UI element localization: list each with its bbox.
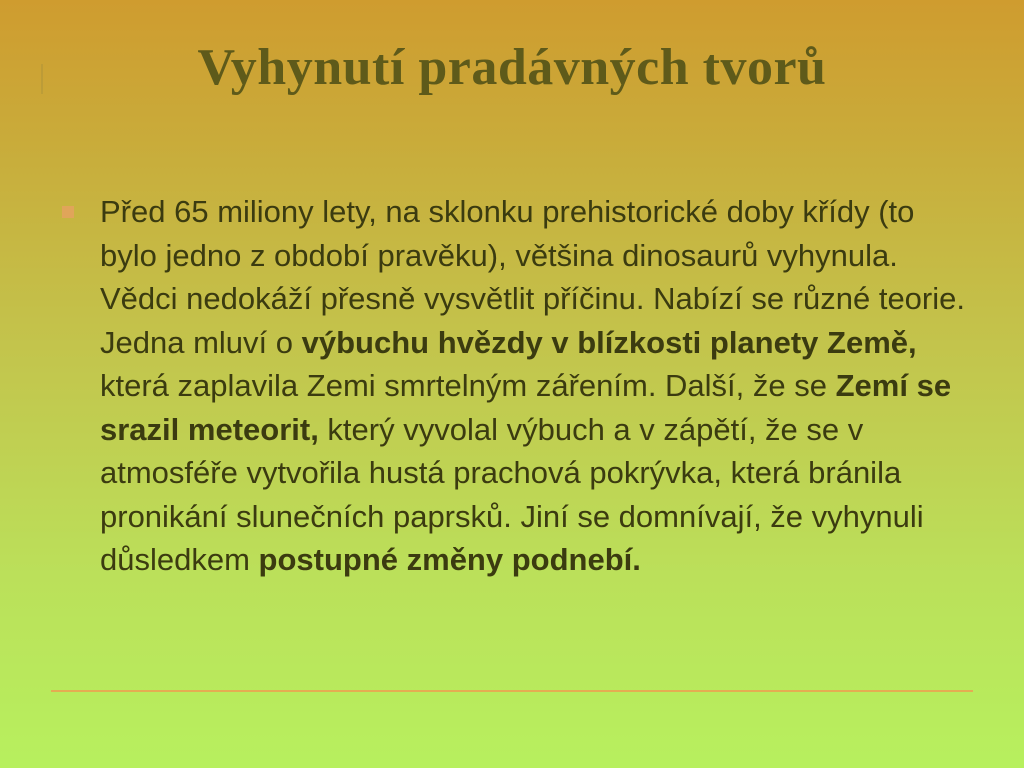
square-bullet-icon — [62, 206, 74, 218]
slide-title: Vyhynutí pradávných tvorů — [197, 39, 827, 96]
bullet-paragraph — [100, 190, 970, 582]
text-segment-2: která zaplavila Zemi smrtelným zářením. Další, že se — [100, 368, 836, 403]
text-segment-1: Před 65 miliony lety, na sklonku prehistorické doby křídy (to bylo jedno z období pravěku), většina dinosaurů vyhynula. Vědci nedokáží přesně vysvětlit příčinu. Nabízí se různé teorie. Jedna mluví o — [100, 194, 965, 360]
text-segment-3: který vyvolal výbuch a v zápětí, že se v atmosféře vytvořila hustá prachová pokrývka, která bránila pronikání slunečních paprsků. Jiní se domnívají, že vyhynuli důsledkem — [100, 411, 924, 577]
bold-phrase-star-explosion: výbuchu hvězdy v blízkosti planety Země, — [301, 324, 917, 360]
bold-phrase-climate-change: postupné změny podnebí. — [258, 542, 641, 577]
bullet-item — [62, 190, 972, 582]
slide-content — [62, 190, 972, 582]
bottom-divider — [51, 690, 973, 692]
bold-phrase-meteorite: Zemí se srazil meteorit, — [100, 368, 952, 447]
